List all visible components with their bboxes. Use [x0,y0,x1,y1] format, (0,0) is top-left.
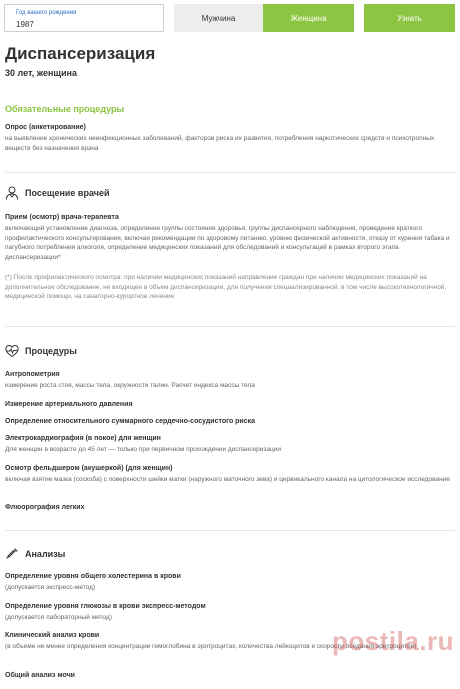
item-title: Общий анализ мочи [5,672,75,679]
item-title: Клинический анализ крови [5,632,100,639]
mandatory-heading: Обязательные процедуры [5,104,125,114]
item-title: Опрос (анкетирование) [5,124,86,131]
tests-heading: Анализы [25,549,66,559]
divider [5,172,455,173]
item-title: Электрокардиография (в покое) для женщин [5,435,161,442]
footnote: (*) После профилактического осмотра: при наличии медицинских показаний направление граждан при наличии медицинских показаний на дополнительное обследование, не входящее в объем диспансеризации, для получения специализированной, в том числе высокотехнологичной, медицинской помощи, на санаторно-курортное лечение [5,274,447,301]
watermark: postila.ru [331,626,454,656]
item-desc: включающий установление диагноза, определение группы состояния здоровья, группы диспансерного наблюдения, проведение краткого профилактического консультирования, включая рекомендации по здоровому питанию, уровню физической активности, отказу от курения табака и пагубного потребления алкоголя, определение медицинских показаний для обследований и консультаций в рамках второго этапа диспансеризации* [5,225,450,261]
item-desc: Для женщин в возрасте до 45 лет — только при первичном прохождении диспансеризации [5,446,282,453]
item-title: Определение уровня глюкозы в крови экспресс-методом [5,603,206,610]
item-title: Прием (осмотр) врача-терапевта [5,214,119,221]
syringe-icon [5,547,19,561]
procedures-section-header [5,344,77,358]
item-title: Определение относительного суммарного сердечно-сосудистого риска [5,418,256,425]
item-title: Осмотр фельдшером (акушеркой) (для женщин) [5,465,173,472]
doctors-heading: Посещение врачей [25,188,110,198]
divider [5,326,455,327]
female-button[interactable]: Женщина [263,4,354,32]
male-button[interactable]: Мужчина [174,4,263,32]
doctor-icon [5,186,19,200]
item-title: Определение уровня общего холестерина в крови [5,573,181,580]
birth-year-value[interactable]: 1987 [16,20,34,29]
item-title: Антропометрия [5,371,60,378]
item-desc: включая взятие мазка (соскоба) с поверхности шейки матки (наружного маточного зева) и цервикального канала на цитологическое исследование [5,476,450,483]
procedures-heading: Процедуры [25,346,77,356]
page-subtitle: 30 лет, женщина [5,68,77,78]
heart-pulse-icon [5,344,19,358]
item-title: Флюорография легких [5,504,85,511]
birth-year-label: Год вашего рождения [16,10,77,16]
item-title: Измерение артериального давления [5,401,133,408]
item-desc: (допускается лабораторный метод) [5,614,112,621]
item-desc: измерение роста стоя, массы тела, окружности талии. Расчет индекса массы тела [5,382,255,389]
doctors-section-header [5,186,110,200]
birth-year-field[interactable] [4,4,164,32]
page-title: Диспансеризация [5,44,156,63]
tests-section-header [5,547,65,561]
top-bar [0,0,460,36]
item-desc: (допускается экспресс-метод) [5,584,96,591]
find-out-button[interactable]: Узнать [364,4,455,32]
divider [5,530,455,531]
item-desc: (в объеме не менее определения концентрации гемоглобина в эритроцитах, количества лейкоцитов и скорости оседания эритроцитов) [5,643,417,650]
item-desc: на выявление хронических неинфекционных заболеваний, факторов риска их развития, потребления наркотических средств и психотропных веществ без назначения врача [5,135,435,152]
